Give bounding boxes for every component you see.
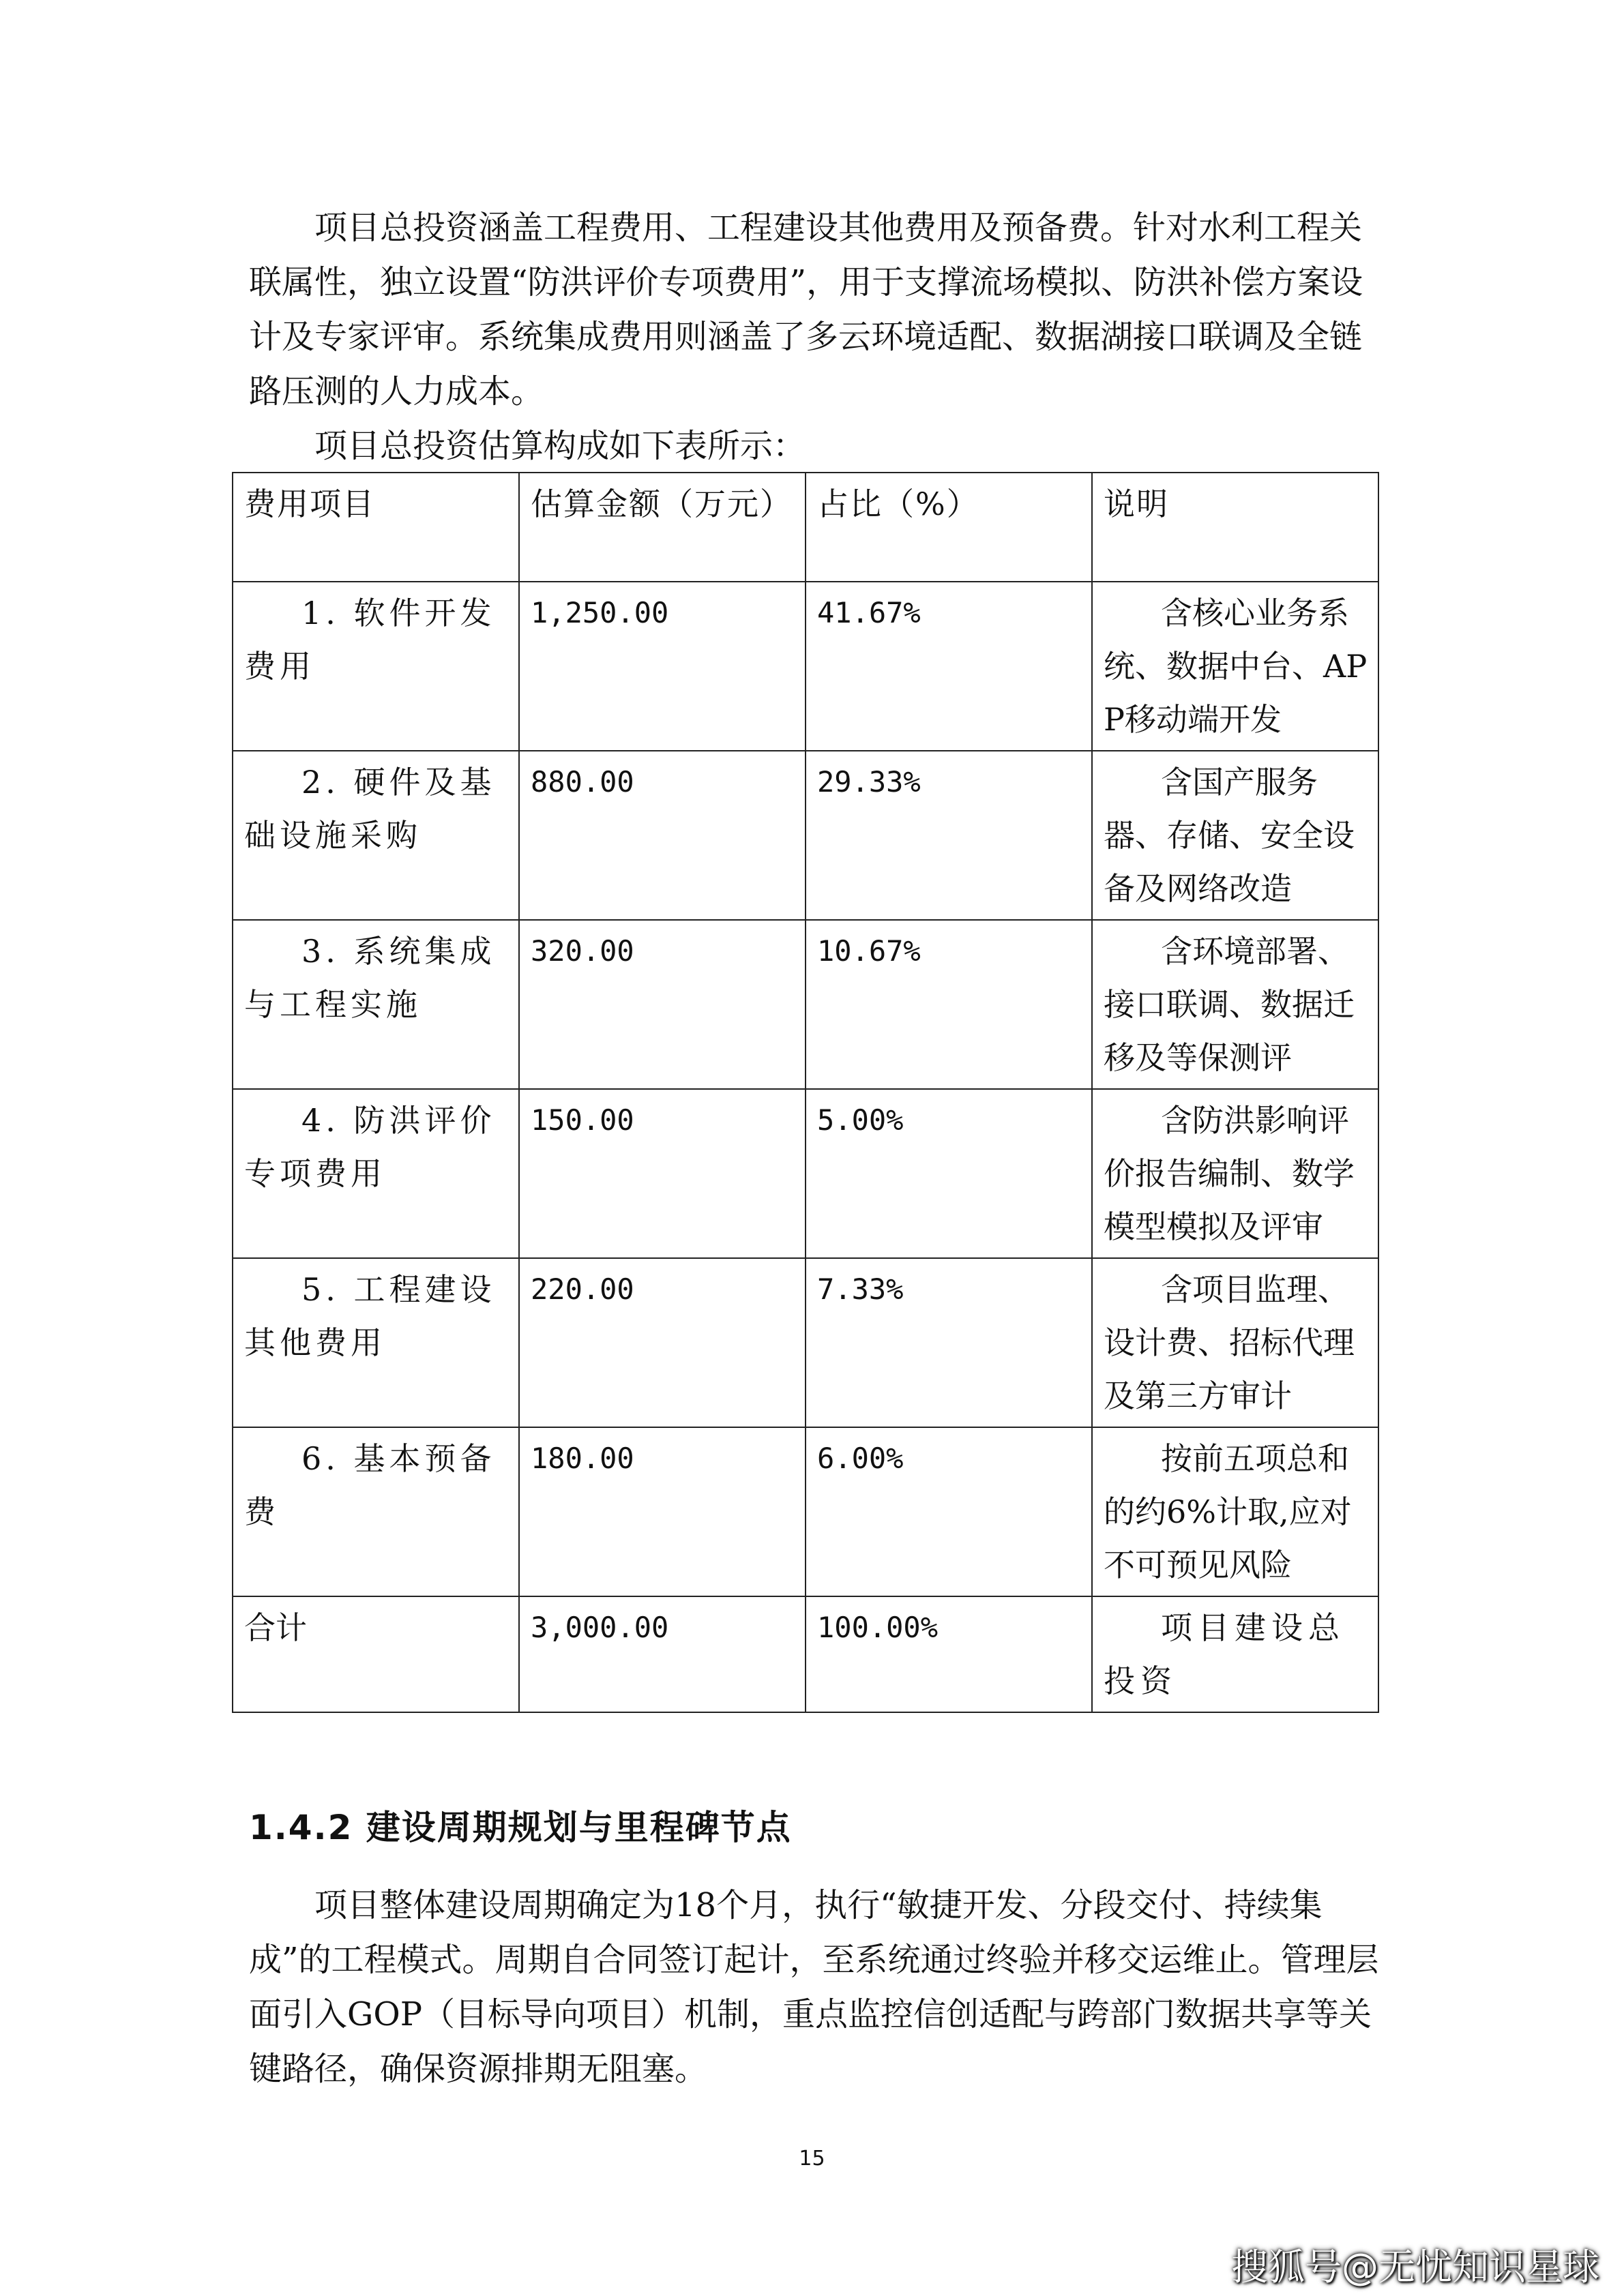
table-row <box>233 582 1378 751</box>
cell-share: 6.00% <box>806 1427 1092 1596</box>
intro-paragraph: 项目总投资涵盖工程费用、工程建设其他费用及预备费。针对水利工程关联属性，独立设置“防洪评价专项费用”，用于支撑流场模拟、防洪补偿方案设计及专家评审。系统集成费用则涵盖了多云环境适配、数据湖接口联调及全链路压测的人力成本。 <box>249 209 1363 411</box>
table-caption: 项目总投资估算构成如下表所示： <box>314 427 806 465</box>
page-number: 15 <box>799 2147 825 2171</box>
section-heading: 1.4.2 建设周期规划与里程碑节点 <box>249 1808 792 1847</box>
cell-total-note: 项目建设总投资 <box>1092 1596 1378 1712</box>
header-note: 说明 <box>1092 473 1378 582</box>
table-header-row <box>233 473 1378 582</box>
header-amount: 估算金额（万元） <box>519 473 806 582</box>
cell-item: 5. 工程建设其他费用 <box>233 1258 519 1427</box>
cell-amount: 150.00 <box>519 1089 806 1258</box>
cell-item: 3. 系统集成与工程实施 <box>233 920 519 1089</box>
cell-item: 1. 软件开发费用 <box>233 582 519 751</box>
watermark: 搜狐号@无忧知识星球 <box>1231 2246 1599 2288</box>
cell-share: 29.33% <box>806 751 1092 920</box>
cell-item: 4. 防洪评价专项费用 <box>233 1089 519 1258</box>
cell-share: 10.67% <box>806 920 1092 1089</box>
cell-note: 含项目监理、设计费、招标代理及第三方审计 <box>1092 1258 1378 1427</box>
header-share: 占比（%） <box>806 473 1092 582</box>
cell-item: 2. 硬件及基础设施采购 <box>233 751 519 920</box>
cell-note: 含国产服务器、存储、安全设备及网络改造 <box>1092 751 1378 920</box>
table-row <box>233 1089 1378 1258</box>
cell-note: 含核心业务系统、数据中台、APP移动端开发 <box>1092 582 1378 751</box>
cell-share: 41.67% <box>806 582 1092 751</box>
cell-amount: 1,250.00 <box>519 582 806 751</box>
cell-amount: 880.00 <box>519 751 806 920</box>
cell-total-label: 合计 <box>233 1596 519 1712</box>
schedule-paragraph: 项目整体建设周期确定为18个月，执行“敏捷开发、分段交付、持续集成”的工程模式。周期自合同签订起计，至系统通过终验并移交运维止。管理层面引入GOP（目标导向项目）机制，重点监控信创适配与跨部门数据共享等关键路径，确保资源排期无阻塞。 <box>249 1886 1379 2088</box>
investment-table <box>232 472 1379 1713</box>
cell-amount: 320.00 <box>519 920 806 1089</box>
table-row <box>233 920 1378 1089</box>
cell-total-amount: 3,000.00 <box>519 1596 806 1712</box>
cell-amount: 220.00 <box>519 1258 806 1427</box>
cell-item: 6. 基本预备费 <box>233 1427 519 1596</box>
table-row <box>233 1258 1378 1427</box>
table-row <box>233 1427 1378 1596</box>
cell-share: 5.00% <box>806 1089 1092 1258</box>
table-row <box>233 751 1378 920</box>
table-total-row <box>233 1596 1378 1712</box>
cell-note: 按前五项总和的约6%计取,应对不可预见风险 <box>1092 1427 1378 1596</box>
cell-share: 7.33% <box>806 1258 1092 1427</box>
cell-note: 含环境部署、接口联调、数据迁移及等保测评 <box>1092 920 1378 1089</box>
header-item: 费用项目 <box>233 473 519 582</box>
cell-amount: 180.00 <box>519 1427 806 1596</box>
cell-note: 含防洪影响评价报告编制、数学模型模拟及评审 <box>1092 1089 1378 1258</box>
cell-total-share: 100.00% <box>806 1596 1092 1712</box>
